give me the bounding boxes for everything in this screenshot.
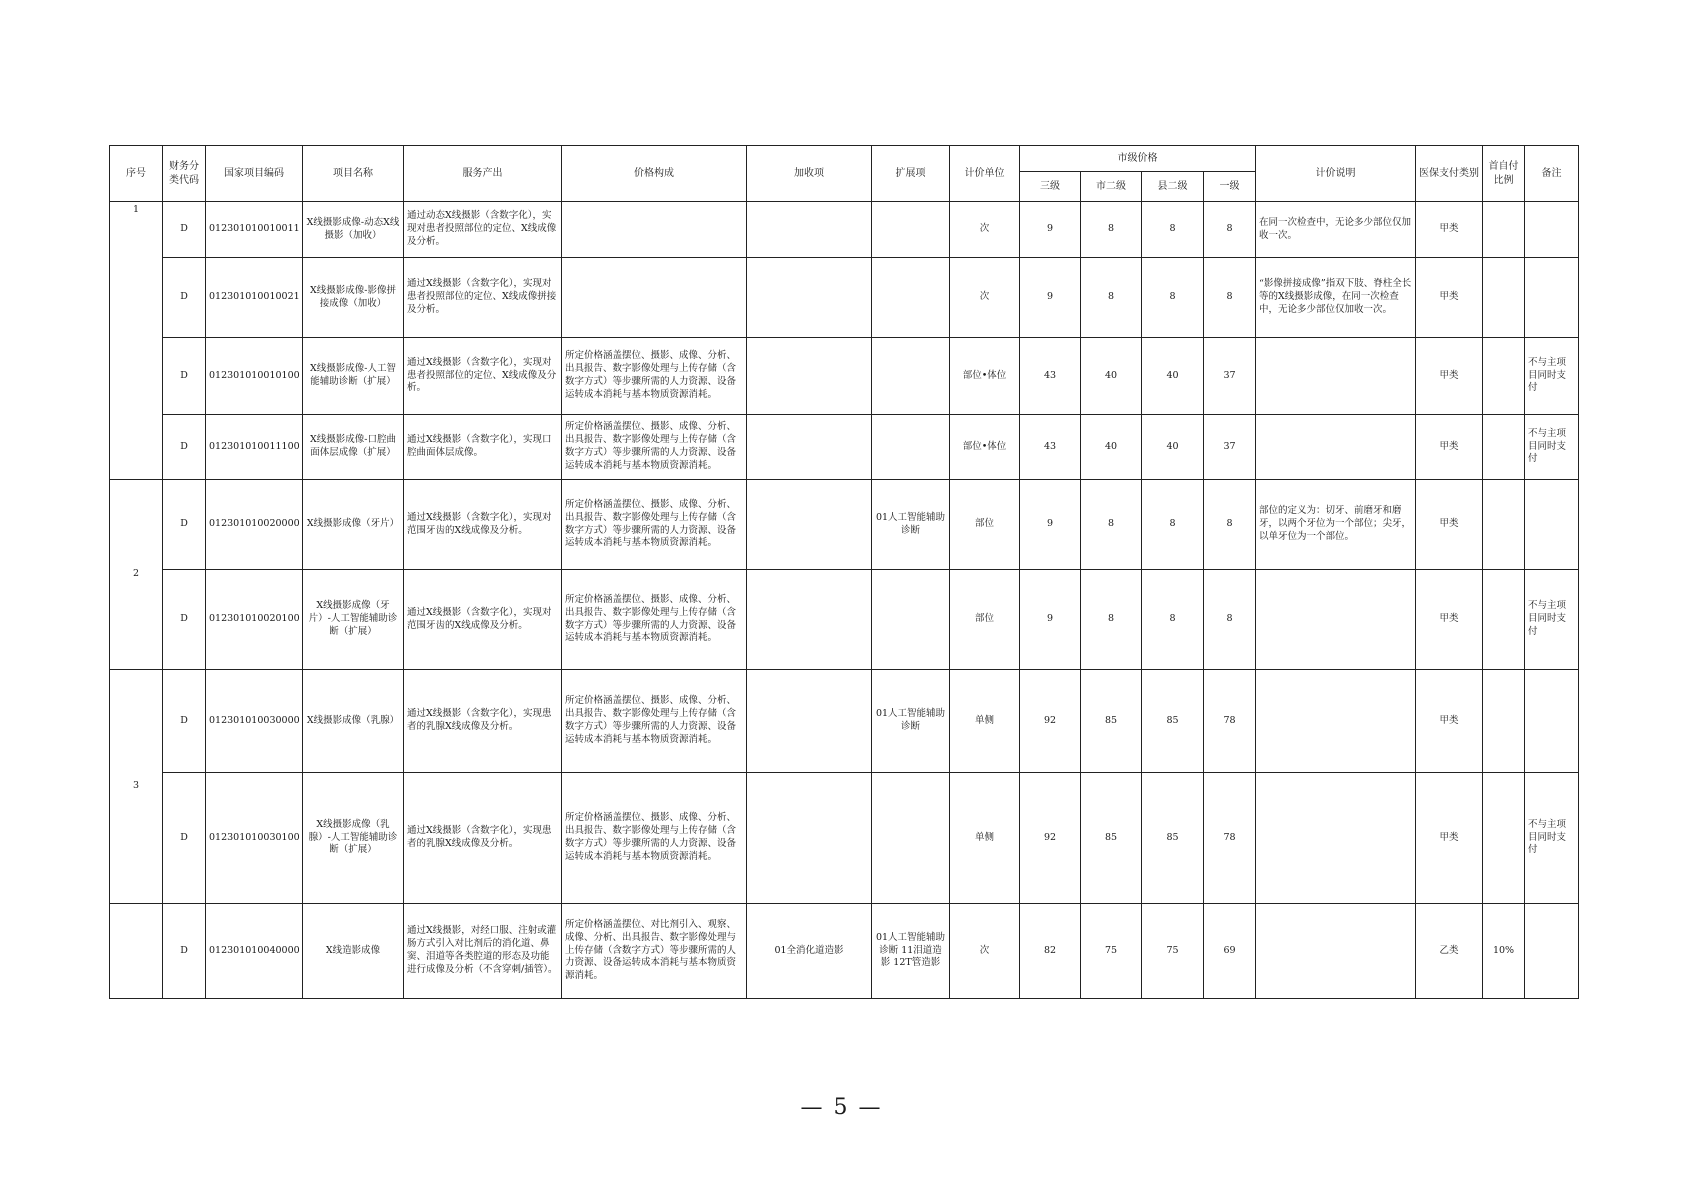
insurance-type-cell: 甲类 bbox=[1416, 480, 1483, 570]
price-county-2-cell: 8 bbox=[1142, 480, 1204, 570]
price-composition-cell: 所定价格涵盖摆位、摄影、成像、分析、出具报告、数字影像处理与上传存储（含数字方式）等步骤所需的人力资源、设备运转成本消耗与基本物质资源消耗。 bbox=[562, 773, 747, 904]
table-row bbox=[110, 480, 1579, 570]
service-output-cell: 通过X线摄影（含数字化），实现对范围牙齿的X线成像及分析。 bbox=[404, 570, 562, 670]
header-insurance-type: 医保支付类别 bbox=[1416, 146, 1483, 202]
price-table bbox=[109, 145, 1579, 999]
national-code-cell: 012301010010021 bbox=[206, 258, 303, 338]
header-remarks: 备注 bbox=[1525, 146, 1579, 202]
surcharge-cell bbox=[747, 202, 872, 258]
item-name-cell: X线造影成像 bbox=[303, 904, 404, 999]
copay-ratio-cell bbox=[1483, 773, 1525, 904]
header-item-name: 项目名称 bbox=[303, 146, 404, 202]
seq-cell: 1 bbox=[110, 202, 163, 480]
unit-cell: 部位•体位 bbox=[950, 415, 1020, 480]
surcharge-cell bbox=[747, 570, 872, 670]
item-name-cell: X线摄影成像（牙片）-人工智能辅助诊断（扩展） bbox=[303, 570, 404, 670]
item-name-cell: X线摄影成像（乳腺）-人工智能辅助诊断（扩展） bbox=[303, 773, 404, 904]
extension-cell bbox=[872, 570, 950, 670]
price-county-2-cell: 8 bbox=[1142, 570, 1204, 670]
remarks-cell: 不与主项目同时支付 bbox=[1525, 415, 1579, 480]
price-city-2-cell: 85 bbox=[1081, 773, 1142, 904]
national-code-cell: 012301010030000 bbox=[206, 670, 303, 773]
price-level-3-cell: 82 bbox=[1020, 904, 1081, 999]
surcharge-cell: 01全消化道造影 bbox=[747, 904, 872, 999]
price-level-3-cell: 43 bbox=[1020, 415, 1081, 480]
extension-cell bbox=[872, 415, 950, 480]
table-row bbox=[110, 904, 1579, 999]
pricing-note-cell: 部位的定义为：切牙、前磨牙和磨牙，以两个牙位为一个部位；尖牙，以单牙位为一个部位。 bbox=[1256, 480, 1416, 570]
finance-code-cell: D bbox=[163, 570, 206, 670]
price-composition-cell bbox=[562, 258, 747, 338]
copay-ratio-cell bbox=[1483, 258, 1525, 338]
price-county-2-cell: 75 bbox=[1142, 904, 1204, 999]
price-composition-cell: 所定价格涵盖摆位、对比剂引入、观察、成像、分析、出具报告、数字影像处理与上传存储（含数字方式）等步骤所需的人力资源、设备运转成本消耗与基本物质资源消耗。 bbox=[562, 904, 747, 999]
pricing-note-cell bbox=[1256, 415, 1416, 480]
header-price-county-2: 县二级 bbox=[1142, 172, 1204, 202]
surcharge-cell bbox=[747, 480, 872, 570]
national-code-cell: 012301010010011 bbox=[206, 202, 303, 258]
item-name-cell: X线摄影成像-影像拼接成像（加收） bbox=[303, 258, 404, 338]
header-seq: 序号 bbox=[110, 146, 163, 202]
header-service-output: 服务产出 bbox=[404, 146, 562, 202]
header-price-city-2: 市二级 bbox=[1081, 172, 1142, 202]
national-code-cell: 012301010011100 bbox=[206, 415, 303, 480]
unit-cell: 单侧 bbox=[950, 670, 1020, 773]
item-name-cell: X线摄影成像-动态X线摄影（加收） bbox=[303, 202, 404, 258]
unit-cell: 次 bbox=[950, 904, 1020, 999]
remarks-cell bbox=[1525, 670, 1579, 773]
header-pricing-note: 计价说明 bbox=[1256, 146, 1416, 202]
price-composition-cell: 所定价格涵盖摆位、摄影、成像、分析、出具报告、数字影像处理与上传存储（含数字方式）等步骤所需的人力资源、设备运转成本消耗与基本物质资源消耗。 bbox=[562, 670, 747, 773]
price-city-2-cell: 40 bbox=[1081, 338, 1142, 415]
unit-cell: 次 bbox=[950, 202, 1020, 258]
price-city-2-cell: 85 bbox=[1081, 670, 1142, 773]
unit-cell: 单侧 bbox=[950, 773, 1020, 904]
insurance-type-cell: 甲类 bbox=[1416, 570, 1483, 670]
remarks-cell: 不与主项目同时支付 bbox=[1525, 570, 1579, 670]
header-finance-code: 财务分类代码 bbox=[163, 146, 206, 202]
item-name-cell: X线摄影成像-口腔曲面体层成像（扩展） bbox=[303, 415, 404, 480]
table-row bbox=[110, 202, 1579, 258]
insurance-type-cell: 甲类 bbox=[1416, 202, 1483, 258]
price-level-1-cell: 8 bbox=[1204, 258, 1256, 338]
service-output-cell: 通过X线摄影（含数字化），实现口腔曲面体层成像。 bbox=[404, 415, 562, 480]
price-level-1-cell: 8 bbox=[1204, 480, 1256, 570]
insurance-type-cell: 甲类 bbox=[1416, 258, 1483, 338]
unit-cell: 部位•体位 bbox=[950, 338, 1020, 415]
header-price-level-3: 三级 bbox=[1020, 172, 1081, 202]
surcharge-cell bbox=[747, 773, 872, 904]
finance-code-cell: D bbox=[163, 480, 206, 570]
price-county-2-cell: 85 bbox=[1142, 773, 1204, 904]
header-national-code: 国家项目编码 bbox=[206, 146, 303, 202]
price-composition-cell: 所定价格涵盖摆位、摄影、成像、分析、出具报告、数字影像处理与上传存储（含数字方式）等步骤所需的人力资源、设备运转成本消耗与基本物质资源消耗。 bbox=[562, 338, 747, 415]
pricing-note-cell bbox=[1256, 904, 1416, 999]
price-level-1-cell: 69 bbox=[1204, 904, 1256, 999]
price-county-2-cell: 8 bbox=[1142, 202, 1204, 258]
price-level-3-cell: 92 bbox=[1020, 670, 1081, 773]
finance-code-cell: D bbox=[163, 415, 206, 480]
service-output-cell: 通过X线摄影，对经口服、注射或灌肠方式引入对比剂后的消化道、鼻窦、泪道等各类腔道的形态及功能进行成像及分析（不含穿刺/插管）。 bbox=[404, 904, 562, 999]
price-level-3-cell: 43 bbox=[1020, 338, 1081, 415]
copay-ratio-cell bbox=[1483, 338, 1525, 415]
price-level-3-cell: 92 bbox=[1020, 773, 1081, 904]
national-code-cell: 012301010040000 bbox=[206, 904, 303, 999]
finance-code-cell: D bbox=[163, 202, 206, 258]
price-level-1-cell: 37 bbox=[1204, 338, 1256, 415]
unit-cell: 部位 bbox=[950, 480, 1020, 570]
header-extension: 扩展项 bbox=[872, 146, 950, 202]
unit-cell: 部位 bbox=[950, 570, 1020, 670]
header-price-composition: 价格构成 bbox=[562, 146, 747, 202]
national-code-cell: 012301010010100 bbox=[206, 338, 303, 415]
table-row bbox=[110, 773, 1579, 904]
pricing-note-cell: “影像拼接成像”指双下肢、脊柱全长等的X线摄影成像，在同一次检查中，无论多少部位仅加收一次。 bbox=[1256, 258, 1416, 338]
insurance-type-cell: 乙类 bbox=[1416, 904, 1483, 999]
remarks-cell bbox=[1525, 480, 1579, 570]
price-composition-cell bbox=[562, 202, 747, 258]
service-output-cell: 通过X线摄影（含数字化），实现患者的乳腺X线成像及分析。 bbox=[404, 670, 562, 773]
finance-code-cell: D bbox=[163, 338, 206, 415]
table-row bbox=[110, 415, 1579, 480]
header-copay-ratio: 首自付比例 bbox=[1483, 146, 1525, 202]
finance-code-cell: D bbox=[163, 670, 206, 773]
pricing-note-cell bbox=[1256, 670, 1416, 773]
table-row bbox=[110, 570, 1579, 670]
price-level-3-cell: 9 bbox=[1020, 202, 1081, 258]
national-code-cell: 012301010020000 bbox=[206, 480, 303, 570]
price-county-2-cell: 85 bbox=[1142, 670, 1204, 773]
service-output-cell: 通过X线摄影（含数字化），实现对患者投照部位的定位、X线成像拼接及分析。 bbox=[404, 258, 562, 338]
price-city-2-cell: 75 bbox=[1081, 904, 1142, 999]
price-county-2-cell: 40 bbox=[1142, 338, 1204, 415]
surcharge-cell bbox=[747, 415, 872, 480]
pricing-note-cell bbox=[1256, 338, 1416, 415]
price-county-2-cell: 8 bbox=[1142, 258, 1204, 338]
seq-cell: 2 bbox=[110, 480, 163, 670]
price-city-2-cell: 8 bbox=[1081, 258, 1142, 338]
extension-cell: 01人工智能辅助诊断 bbox=[872, 670, 950, 773]
price-city-2-cell: 8 bbox=[1081, 202, 1142, 258]
national-code-cell: 012301010020100 bbox=[206, 570, 303, 670]
extension-cell bbox=[872, 338, 950, 415]
price-composition-cell: 所定价格涵盖摆位、摄影、成像、分析、出具报告、数字影像处理与上传存储（含数字方式）等步骤所需的人力资源、设备运转成本消耗与基本物质资源消耗。 bbox=[562, 480, 747, 570]
header-unit: 计价单位 bbox=[950, 146, 1020, 202]
table-row bbox=[110, 258, 1579, 338]
service-output-cell: 通过X线摄影（含数字化），实现患者的乳腺X线成像及分析。 bbox=[404, 773, 562, 904]
pricing-note-cell bbox=[1256, 773, 1416, 904]
remarks-cell bbox=[1525, 904, 1579, 999]
surcharge-cell bbox=[747, 670, 872, 773]
table-row bbox=[110, 670, 1579, 773]
seq-cell: 3 bbox=[110, 670, 163, 904]
finance-code-cell: D bbox=[163, 258, 206, 338]
insurance-type-cell: 甲类 bbox=[1416, 415, 1483, 480]
price-level-1-cell: 78 bbox=[1204, 670, 1256, 773]
price-city-2-cell: 8 bbox=[1081, 480, 1142, 570]
header-city-price: 市级价格 bbox=[1020, 146, 1256, 172]
insurance-type-cell: 甲类 bbox=[1416, 670, 1483, 773]
insurance-type-cell: 甲类 bbox=[1416, 773, 1483, 904]
extension-cell: 01人工智能辅助诊断 bbox=[872, 480, 950, 570]
extension-cell bbox=[872, 773, 950, 904]
price-level-1-cell: 8 bbox=[1204, 570, 1256, 670]
copay-ratio-cell bbox=[1483, 670, 1525, 773]
price-composition-cell: 所定价格涵盖摆位、摄影、成像、分析、出具报告、数字影像处理与上传存储（含数字方式）等步骤所需的人力资源、设备运转成本消耗与基本物质资源消耗。 bbox=[562, 415, 747, 480]
copay-ratio-cell bbox=[1483, 570, 1525, 670]
national-code-cell: 012301010030100 bbox=[206, 773, 303, 904]
surcharge-cell bbox=[747, 338, 872, 415]
extension-cell bbox=[872, 258, 950, 338]
price-composition-cell: 所定价格涵盖摆位、摄影、成像、分析、出具报告、数字影像处理与上传存储（含数字方式）等步骤所需的人力资源、设备运转成本消耗与基本物质资源消耗。 bbox=[562, 570, 747, 670]
seq-cell bbox=[110, 904, 163, 999]
finance-code-cell: D bbox=[163, 904, 206, 999]
price-county-2-cell: 40 bbox=[1142, 415, 1204, 480]
remarks-cell bbox=[1525, 202, 1579, 258]
pricing-note-cell bbox=[1256, 570, 1416, 670]
remarks-cell bbox=[1525, 258, 1579, 338]
insurance-type-cell: 甲类 bbox=[1416, 338, 1483, 415]
price-level-3-cell: 9 bbox=[1020, 258, 1081, 338]
price-level-3-cell: 9 bbox=[1020, 570, 1081, 670]
item-name-cell: X线摄影成像（乳腺） bbox=[303, 670, 404, 773]
unit-cell: 次 bbox=[950, 258, 1020, 338]
copay-ratio-cell: 10% bbox=[1483, 904, 1525, 999]
remarks-cell: 不与主项目同时支付 bbox=[1525, 338, 1579, 415]
service-output-cell: 通过X线摄影（含数字化），实现对患者投照部位的定位、X线成像及分析。 bbox=[404, 338, 562, 415]
remarks-cell: 不与主项目同时支付 bbox=[1525, 773, 1579, 904]
pricing-note-cell: 在同一次检查中，无论多少部位仅加收一次。 bbox=[1256, 202, 1416, 258]
copay-ratio-cell bbox=[1483, 202, 1525, 258]
price-level-1-cell: 37 bbox=[1204, 415, 1256, 480]
item-name-cell: X线摄影成像-人工智能辅助诊断（扩展） bbox=[303, 338, 404, 415]
finance-code-cell: D bbox=[163, 773, 206, 904]
header-price-level-1: 一级 bbox=[1204, 172, 1256, 202]
service-output-cell: 通过X线摄影（含数字化），实现对范围牙齿的X线成像及分析。 bbox=[404, 480, 562, 570]
item-name-cell: X线摄影成像（牙片） bbox=[303, 480, 404, 570]
service-output-cell: 通过动态X线摄影（含数字化），实现对患者投照部位的定位、X线成像及分析。 bbox=[404, 202, 562, 258]
table-row bbox=[110, 338, 1579, 415]
copay-ratio-cell bbox=[1483, 480, 1525, 570]
price-level-1-cell: 78 bbox=[1204, 773, 1256, 904]
page-number: — 5 — bbox=[800, 1095, 883, 1120]
price-city-2-cell: 8 bbox=[1081, 570, 1142, 670]
copay-ratio-cell bbox=[1483, 415, 1525, 480]
extension-cell bbox=[872, 202, 950, 258]
price-level-1-cell: 8 bbox=[1204, 202, 1256, 258]
surcharge-cell bbox=[747, 258, 872, 338]
header-surcharge: 加收项 bbox=[747, 146, 872, 202]
price-city-2-cell: 40 bbox=[1081, 415, 1142, 480]
extension-cell: 01人工智能辅助诊断 11泪道造影 12T管造影 bbox=[872, 904, 950, 999]
price-level-3-cell: 9 bbox=[1020, 480, 1081, 570]
